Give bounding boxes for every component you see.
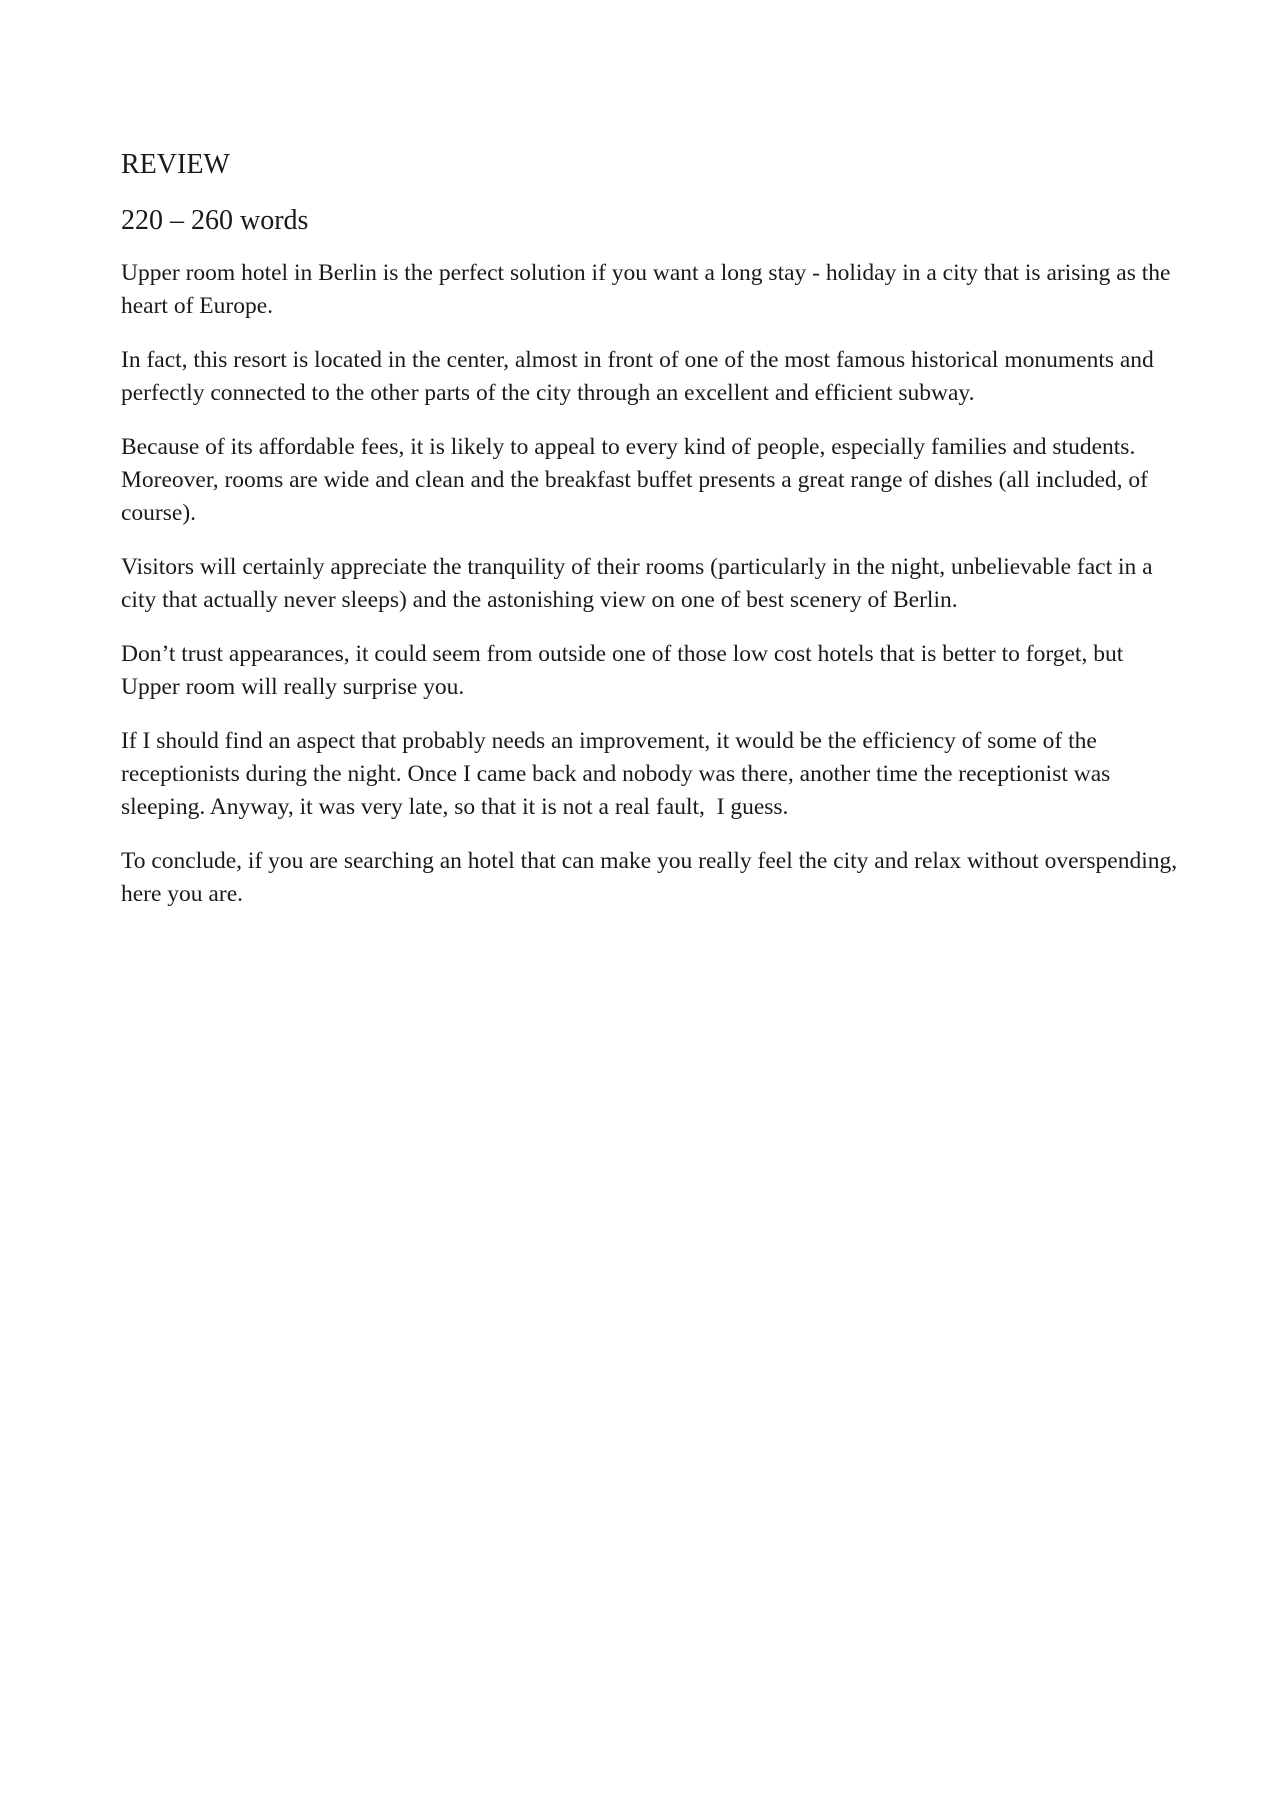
paragraph-tranquility: Visitors will certainly appreciate the tranquility of their rooms (particularly in the night, unbelievable fact in a city that actually never sleeps) and the astonishing view on one of best scenery of Berlin.	[121, 554, 1159, 614]
paragraph-conclusion: To conclude, if you are searching an hotel that can make you really feel the city and relax without overspending, here you are.	[121, 848, 1189, 908]
word-count-requirement: 220 – 260 words	[121, 204, 309, 236]
paragraph-location: In fact, this resort is located in the center, almost in front of one of the most famous historical monuments and perfectly connected to the other parts of the city through an excellent and efficient subway.	[121, 347, 1160, 407]
document-title: REVIEW	[121, 149, 230, 180]
paragraph-appearances: Don’t trust appearances, it could seem from outside one of those low cost hotels that is better to forget, but Upper room will really surprise you.	[121, 641, 1130, 701]
paragraph-improvement: If I should find an aspect that probably needs an improvement, it would be the efficiency of some of the receptionists during the night. Once I came back and nobody was there, another time the receptionist was sleeping. Anyway, it was very late, so that it is not a real fault, I guess.	[121, 728, 1117, 821]
document-body	[121, 148, 1189, 932]
paragraph-intro: Upper room hotel in Berlin is the perfect solution if you want a long stay - holiday in a city that is arising as the heart of Europe.	[121, 260, 1177, 320]
paragraph-fees: Because of its affordable fees, it is likely to appeal to every kind of people, especially families and students. Moreover, rooms are wide and clean and the breakfast buffet presents a great range of dishes (all included, of course).	[121, 434, 1154, 527]
